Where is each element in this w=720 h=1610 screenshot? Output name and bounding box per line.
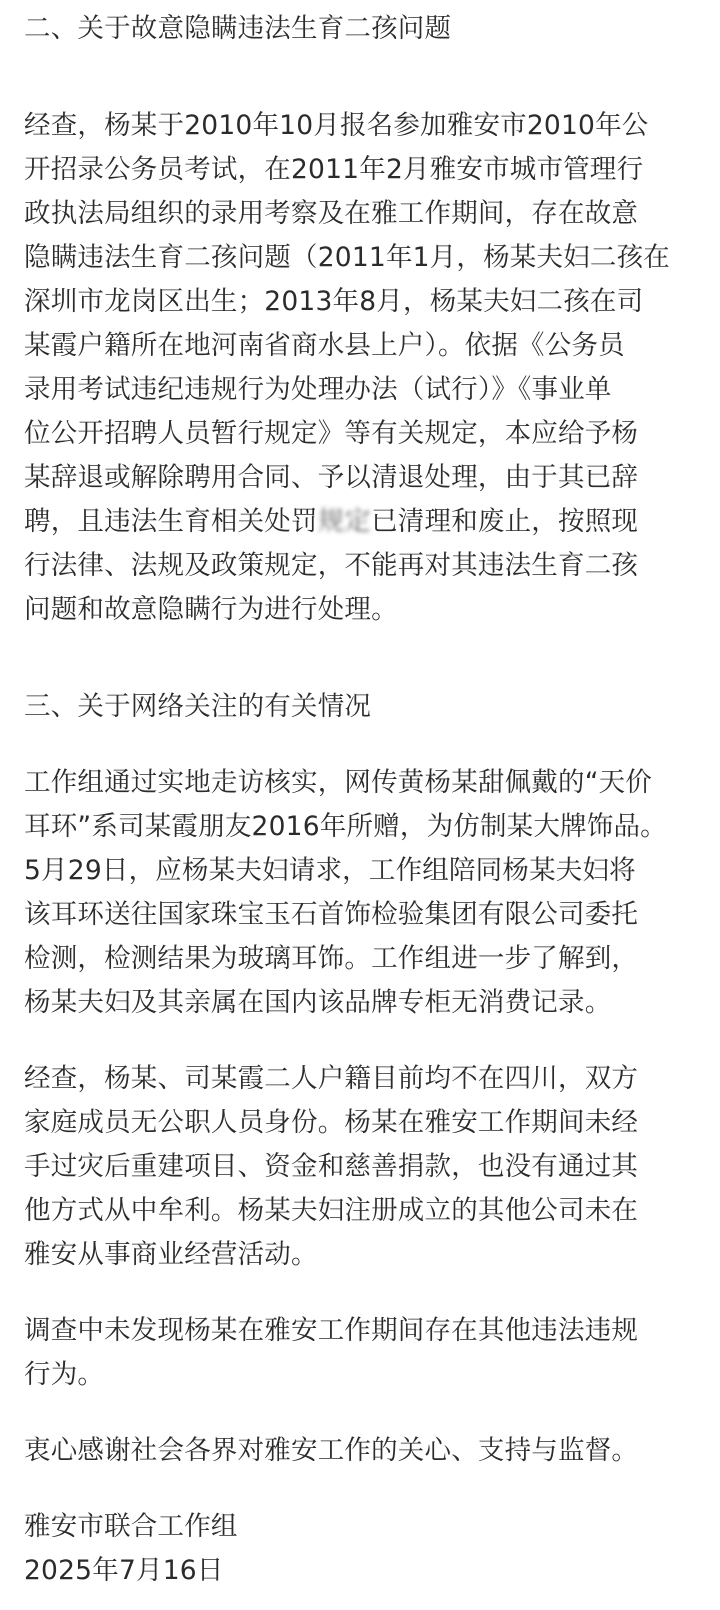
text-line: 深圳市龙岗区出生；2013年8月，杨某夫妇二孩在司 bbox=[24, 286, 644, 317]
section-heading-2: 二、关于故意隐瞒违法生育二孩问题 bbox=[24, 13, 452, 44]
text-line: 位公开招聘人员暂行规定》等有关规定，本应给予杨 bbox=[24, 418, 639, 449]
text-segment: 聘，且违法生育相关处罚 bbox=[24, 506, 318, 537]
text-line: 杨某夫妇及其亲属在国内该品牌专柜无消费记录。 bbox=[24, 987, 612, 1018]
text-line: 录用考试违纪违规行为处理办法（试行）》《事业单 bbox=[24, 374, 612, 405]
text-line: 5月29日，应杨某夫妇请求，工作组陪同杨某夫妇将 bbox=[24, 855, 636, 886]
text-line: 政执法局组织的录用考察及在雅工作期间，存在故意 bbox=[24, 198, 639, 229]
text-line: 工作组通过实地走访核实，网传黄杨某甜佩戴的“天价 bbox=[24, 767, 653, 798]
signature-date: 2025年7月16日 bbox=[24, 1555, 224, 1586]
text-line: 问题和故意隐瞒行为进行处理。 bbox=[24, 594, 398, 625]
text-line: 手过灾后重建项目、资金和慈善捐款，也没有通过其 bbox=[24, 1151, 639, 1182]
thanks-line: 衷心感谢社会各界对雅安工作的关心、支持与监督。 bbox=[24, 1435, 639, 1466]
text-line: 某辞退或解除聘用合同、予以清退处理，由于其已辞 bbox=[24, 462, 639, 493]
text-line bbox=[24, 505, 638, 539]
text-line: 该耳环送往国家珠宝玉石首饰检验集团有限公司委托 bbox=[24, 899, 639, 930]
section-heading-3: 三、关于网络关注的有关情况 bbox=[24, 691, 372, 722]
signature-org: 雅安市联合工作组 bbox=[24, 1511, 238, 1542]
text-line: 隐瞒违法生育二孩问题（2011年1月，杨某夫妇二孩在 bbox=[24, 242, 671, 273]
text-line: 行法律、法规及政策规定，不能再对其违法生育二孩 bbox=[24, 550, 639, 581]
text-line: 经查，杨某于2010年10月报名参加雅安市2010年公 bbox=[24, 110, 649, 141]
text-line: 检测，检测结果为玻璃耳饰。工作组进一步了解到， bbox=[24, 943, 639, 974]
text-line: 他方式从中牟利。杨某夫妇注册成立的其他公司未在 bbox=[24, 1195, 639, 1226]
text-segment: 已清理和废止，按照现 bbox=[371, 506, 639, 537]
text-line: 开招录公务员考试，在2011年2月雅安市城市管理行 bbox=[24, 154, 644, 185]
text-line: 家庭成员无公职人员身份。杨某在雅安工作期间未经 bbox=[24, 1107, 639, 1138]
text-line: 经查，杨某、司某霞二人户籍目前均不在四川，双方 bbox=[24, 1063, 639, 1094]
text-line: 某霞户籍所在地河南省商水县上户）。依据《公务员 bbox=[24, 330, 625, 361]
blurred-text: 规定 bbox=[317, 506, 372, 537]
text-line: 行为。 bbox=[24, 1359, 105, 1390]
text-line: 调查中未发现杨某在雅安工作期间存在其他违法违规 bbox=[24, 1315, 639, 1346]
text-line: 雅安从事商业经营活动。 bbox=[24, 1239, 318, 1270]
text-line: 耳环”系司某霞朋友2016年所赠，为仿制某大牌饰品。 bbox=[24, 811, 667, 842]
